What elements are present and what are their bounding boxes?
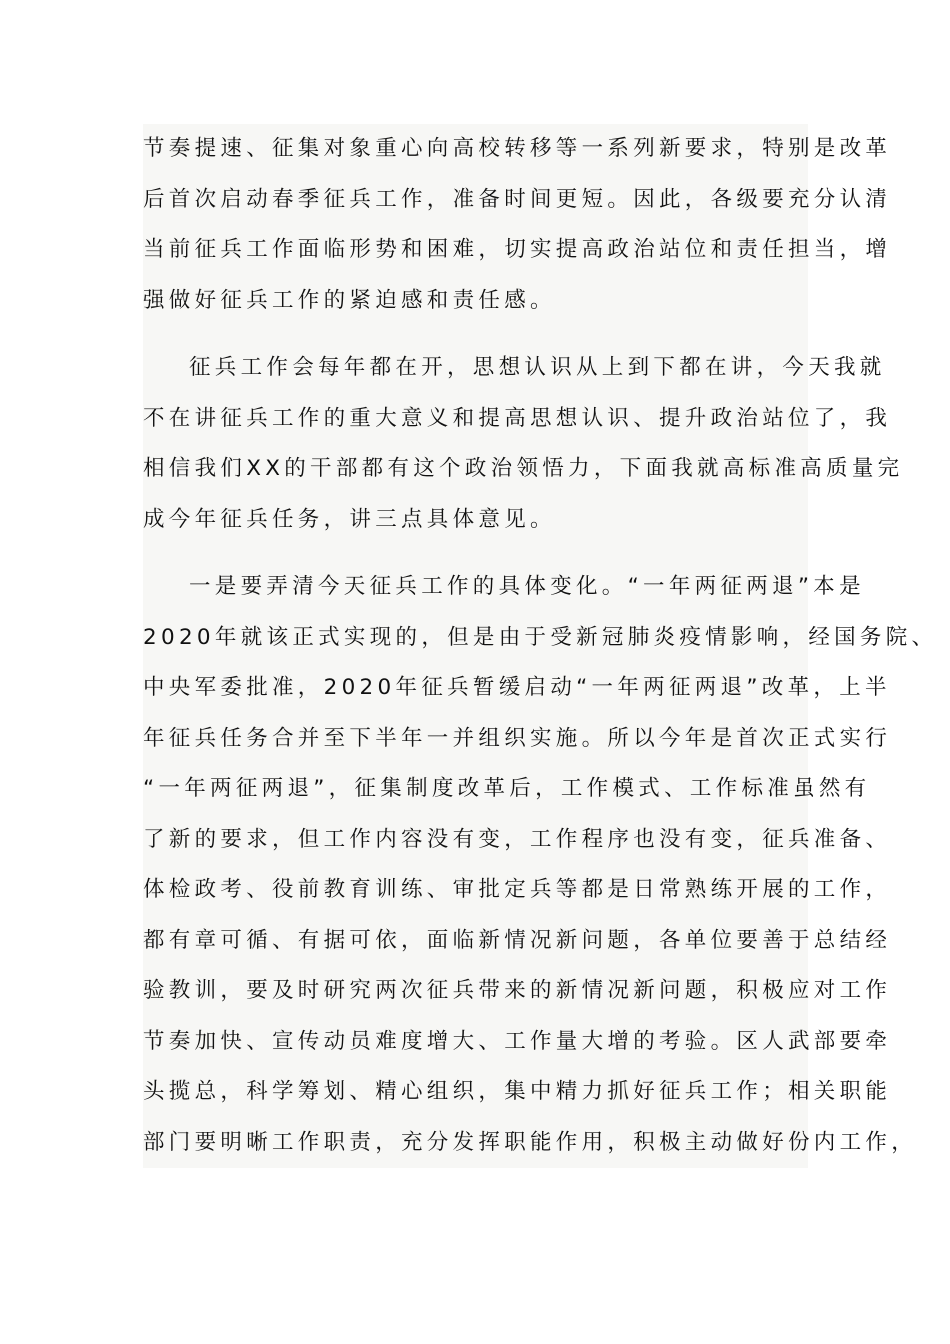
paragraph-2 [143,343,904,545]
text-line: 验教训，要及时研究两次征兵带来的新情况新问题，积极应对工作 [143,978,892,1003]
text-line: 头揽总，科学筹划、精心组织，集中精力抓好征兵工作；相关职能 [143,1079,892,1104]
text-line: 年征兵任务合并至下半年一并组织实施。所以今年是首次正式实行 [143,725,892,751]
text-line: 强做好征兵工作的紧迫感和责任感。 [143,287,556,313]
text-line: 节奏提速、征集对象重心向高校转移等一系列新要求，特别是改革 [143,136,892,161]
paragraph-3 [143,562,938,1168]
text-line: “一年两征两退”，征集制度改革后，工作模式、工作标准虽然有 [143,776,871,801]
text-line: 都有章可循、有据可依，面临新情况新问题，各单位要善于总结经 [143,927,892,953]
text-line: 2020年就该正式实现的，但是由于受新冠肺炎疫情影响，经国务院、 [143,624,938,650]
document-body [143,124,938,1168]
paragraph-spacer [143,326,808,343]
text-line: 当前征兵工作面临形势和困难，切实提高政治站位和责任担当，增 [143,237,892,262]
paragraph-1 [143,124,892,326]
text-line: 成今年征兵任务，讲三点具体意见。 [143,506,556,532]
text-line: 部门要明晰工作职责，充分发挥职能作用，积极主动做好份内工作， [143,1129,918,1155]
text-line: 不在讲征兵工作的重大意义和提高思想认识、提升政治站位了，我 [143,405,892,431]
text-line: 征兵工作会每年都在开，思想认识从上到下都在讲，今天我就 [189,355,886,380]
text-line: 后首次启动春季征兵工作，准备时间更短。因此，各级要充分认清 [143,186,892,212]
paragraph-spacer [143,545,808,562]
text-line: 了新的要求，但工作内容没有变，工作程序也没有变，征兵准备、 [143,826,892,852]
text-line: 体检政考、役前教育训练、审批定兵等都是日常熟练开展的工作， [143,877,892,902]
text-line: 相信我们XX的干部都有这个政治领悟力，下面我就高标准高质量完 [143,456,904,481]
text-line: 中央军委批准，2020年征兵暂缓启动“一年两征两退”改革，上半 [143,675,891,700]
text-line: 一是要弄清今天征兵工作的具体变化。“一年两征两退”本是 [189,574,865,599]
text-line: 节奏加快、宣传动员难度增大、工作量大增的考验。区人武部要牵 [143,1028,892,1054]
